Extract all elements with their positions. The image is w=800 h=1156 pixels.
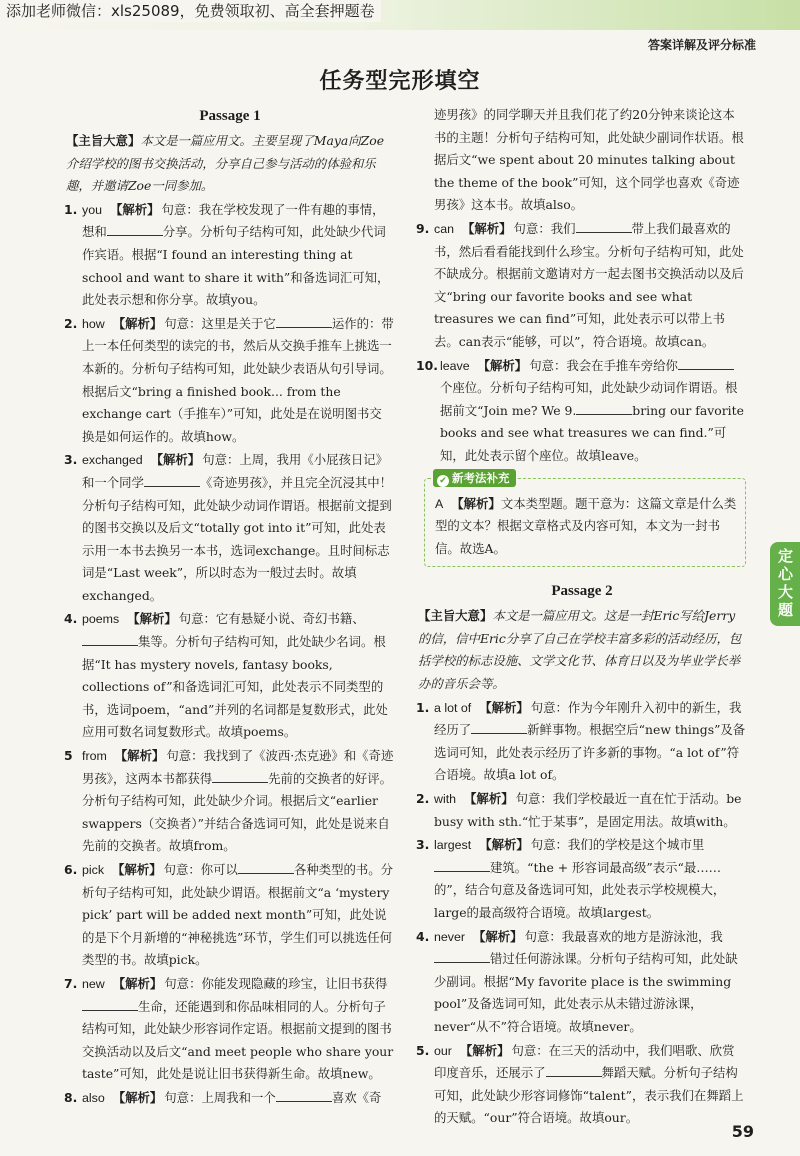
item-number: 10. bbox=[416, 357, 438, 373]
item-tag: 【解析】 bbox=[479, 837, 529, 853]
item-answer: leave bbox=[440, 358, 470, 373]
passage-2-title: Passage 2 bbox=[551, 583, 613, 600]
item-answer: pick bbox=[82, 863, 105, 877]
item-answer: poems bbox=[82, 612, 120, 627]
check-icon: ✔ bbox=[437, 475, 449, 487]
summary-text: 本文是一篇应用文。主要呈现了Maya向Zoe介绍学校的图书交换活动，分享自己参与活动的体验和乐趣，并邀请Zoe一同参加。 bbox=[66, 133, 385, 194]
summary-text: 本文是一篇应用文。这是一封Eric写给Jerry的信，信中Eric分享了自己在学校丰富多彩的活动经历，包括学校的标志设施、文学文化节、体育日以及为毕业学长举办的音乐会等。 bbox=[418, 608, 742, 692]
item-text: 带上我们最喜欢的书，然后看看能找到什么珍宝。分析句子结构可知，此处不缺成分。根据前文邀请对方一起去图书交换活动以及后文“bring our favorite books and see what treasures we can find”可知，此处表示可以带上书去。can表示“能够，可以”，符合语境。故填can。 bbox=[434, 220, 744, 349]
item-text: 各种类型的书。分析句子结构可知，此处缺少谓语。根据前文“a ‘mystery pick’ part will be added next month”可知，此处说的是下个月新增的“神秘挑选”环节，学生们可以挑选任何类型的书。故填pick。 bbox=[82, 862, 394, 968]
p1-item-7 bbox=[66, 973, 394, 1086]
header-label: 答案详解及评分标准 bbox=[647, 38, 756, 52]
item-answer: with bbox=[434, 792, 457, 807]
left-column bbox=[66, 104, 394, 1110]
p2-item-1 bbox=[418, 697, 746, 787]
item-number: 3. bbox=[416, 837, 430, 853]
watermark: 添加老师微信：xls25089，免费领取初、高全套押题卷 bbox=[0, 0, 381, 22]
blank-line bbox=[82, 996, 138, 1011]
item-text: 生命，还能遇到和你品味相同的人。分析句子结构可知，此处缺少形容词作定语。根据前文提到的图书交换活动以及后文“and meet people who share your taste”可知，此处是说让旧书获得新生命。故填new。 bbox=[82, 998, 394, 1082]
passage-1-summary bbox=[66, 130, 394, 198]
item-text: 建筑。“the + 形容词最高级”表示“最……的”，结合句意及备选词可知，此处表示学校规模大，large的最高级符合语境。故填largest。 bbox=[434, 859, 726, 920]
item-text: 句意：我在学校发现了一件有趣的事情，想和 bbox=[82, 201, 385, 240]
item-text: 集等。分析句子结构可知，此处缺少名词。根据“It has mystery novels, fantasy books, collections of”和备选词汇可知，此处表示不同类型的书，选词poem，“and”并列的名词都是复数形式，此处应用可数名词复数形式。故填poems。 bbox=[82, 634, 388, 740]
blank-line bbox=[276, 1087, 332, 1102]
p1-item-2 bbox=[66, 313, 394, 449]
item-text: 《奇迹男孩》，并且完全沉浸其中！分析句子结构可知，此处缺少动词作谓语。根据前文提到的图书交换以及后文“totally got into it”可知，此处表示用一本书去换另一本书，选词exchange。且时间标志词是“Last week”，所以时态为一般过去时。故填exchanged。 bbox=[82, 474, 393, 603]
p1-item-1 bbox=[66, 199, 394, 312]
item-text: 句意：作为今年刚升入初中的新生，我经历了 bbox=[434, 699, 742, 738]
item-answer: a lot of bbox=[434, 700, 472, 715]
item-tag: 【解析】 bbox=[112, 315, 163, 331]
item-text: 句意：我最喜欢的地方是游泳池，我 bbox=[524, 928, 723, 944]
blank-line bbox=[144, 472, 200, 487]
p1-item-6 bbox=[66, 859, 394, 972]
item-tag: 【解析】 bbox=[127, 611, 177, 627]
blank-line bbox=[107, 221, 163, 236]
item-text: 句意：我们学校最近一直在忙于活动。be busy with sth.“忙于某事”，是固定用法。故填with。 bbox=[434, 791, 742, 829]
p1-item-8 bbox=[66, 1087, 394, 1110]
p1-item-5 bbox=[66, 745, 394, 858]
item-text: 句意：上周我和一个 bbox=[164, 1089, 276, 1105]
item-answer: largest bbox=[434, 838, 472, 853]
summary-tag: 【主旨大意】 bbox=[66, 133, 141, 148]
item-answer: from bbox=[82, 749, 107, 764]
item-answer: also bbox=[82, 1090, 105, 1105]
blank-line bbox=[82, 631, 138, 646]
item-tag: 【解析】 bbox=[459, 1042, 510, 1058]
blank-line bbox=[546, 1062, 602, 1077]
item-number: 2. bbox=[416, 791, 430, 807]
page-title: 任务型完形填空 bbox=[319, 69, 481, 94]
item-tag: 【解析】 bbox=[112, 1089, 163, 1105]
item-text: 句意：我找到了《波西·杰克逊》和《奇迹男孩》，这两本书都获得 bbox=[82, 748, 394, 786]
item-tag: 【解析】 bbox=[112, 862, 162, 877]
item-text: 句意：在三天的活动中，我们唱歌、欣赏印度音乐，还展示了 bbox=[434, 1042, 735, 1081]
p1-item-8-continuation: 迹男孩》的同学聊天并且我们花了约20分钟来谈论这本书的主题！分析句子结构可知，此处缺少副词作状语。根据后文“we spent about 20 minutes talking about the theme of the book”可知，这个同学也喜欢《奇迹男孩》这本书。故填also。 bbox=[434, 107, 744, 213]
item-number: 2. bbox=[64, 315, 78, 331]
supplement-text: 文本类型题。题干意为：这篇文章是什么类型的文本？根据文章格式及内容可知，本文为一封书信。故选A。 bbox=[435, 495, 737, 556]
item-number: 1. bbox=[64, 201, 78, 217]
blank-line bbox=[238, 859, 294, 874]
p2-item-4 bbox=[418, 926, 746, 1039]
item-text: 句意：我们 bbox=[513, 220, 576, 236]
p1-item-10 bbox=[418, 355, 746, 468]
supplement-answer: A bbox=[435, 496, 444, 511]
supplement-box bbox=[424, 470, 746, 568]
item-text: 错过任何游泳课。分析句子结构可知，此处缺少副词。根据“My favorite place is the swimming pool”及备选词可知，此处表示从未错过游泳课，never“从不”符合语境。故填never。 bbox=[434, 951, 738, 1034]
item-number: 4. bbox=[416, 928, 430, 944]
item-answer: exchanged bbox=[82, 453, 143, 468]
passage-2-summary bbox=[418, 605, 746, 695]
item-text: bring our favorite books and see what treasures we can find.”可知，此处表示留个座位。故填leave。 bbox=[440, 402, 744, 463]
right-column bbox=[418, 104, 746, 1130]
p2-item-3 bbox=[418, 834, 746, 924]
item-tag: 【解析】 bbox=[479, 699, 529, 715]
item-number: 6. bbox=[64, 862, 78, 877]
item-number: 9. bbox=[416, 220, 430, 236]
item-answer: new bbox=[82, 976, 105, 991]
item-text: 句意：你可以 bbox=[163, 862, 238, 877]
item-tag: 【解析】 bbox=[461, 220, 512, 236]
item-number: 5 bbox=[64, 748, 73, 764]
p1-item-9 bbox=[418, 218, 746, 354]
item-text: 句意：你能发现隐藏的珍宝，让旧书获得 bbox=[164, 975, 388, 991]
section-side-tab: 定心大题 bbox=[770, 542, 800, 626]
blank-line bbox=[471, 719, 527, 734]
item-text: 新鲜事物。根据空后“new things”及备选词可知，此处表示经历了许多新的事物。“a lot of”符合语境。故填a lot of。 bbox=[434, 722, 746, 783]
item-number: 7. bbox=[64, 975, 78, 991]
item-text: 句意：上周，我用《小屁孩日记》和一个同学 bbox=[82, 452, 389, 490]
supplement-badge-label: 新考法补充 bbox=[452, 470, 510, 485]
item-text: 句意：它有悬疑小说、奇幻书籍、 bbox=[178, 611, 365, 627]
passage-1-title: Passage 1 bbox=[199, 108, 261, 124]
item-text: 句意：我会在手推车旁给你 bbox=[529, 357, 678, 373]
blank-line bbox=[678, 355, 734, 370]
blank-line bbox=[434, 857, 490, 872]
item-text: 舞蹈天赋。分析句子结构可知，此处缺少形容词修饰“talent”，表示我们在舞蹈上的天赋。“our”符合语境。故填our。 bbox=[434, 1065, 744, 1126]
item-text: 喜欢《奇 bbox=[331, 1089, 382, 1105]
item-text: 句意：这里是关于它 bbox=[164, 315, 276, 331]
blank-line bbox=[434, 948, 490, 963]
supplement-badge bbox=[433, 469, 516, 487]
item-number: 4. bbox=[64, 611, 78, 627]
item-tag: 【解析】 bbox=[464, 791, 514, 807]
item-number: 8. bbox=[64, 1089, 78, 1105]
blank-line bbox=[576, 400, 632, 415]
item-tag: 【解析】 bbox=[473, 928, 523, 944]
p1-item-4 bbox=[66, 608, 394, 744]
p2-item-2 bbox=[418, 788, 746, 833]
item-answer: how bbox=[82, 316, 105, 331]
item-number: 1. bbox=[416, 699, 430, 715]
item-text: 先前的交换者的好评。分析句子结构可知，此处缺少介词。根据后文“earlier swappers（交换者）”并结合备选词可知，此处是说来自先前的交换者。故填from。 bbox=[82, 770, 393, 854]
item-number: 5. bbox=[416, 1042, 430, 1058]
blank-line bbox=[576, 218, 632, 233]
item-text: 句意：我们的学校是这个城市里 bbox=[530, 837, 705, 853]
item-tag: 【解析】 bbox=[114, 748, 165, 764]
item-answer: never bbox=[434, 929, 465, 944]
p2-item-5 bbox=[418, 1040, 746, 1130]
summary-tag: 【主旨大意】 bbox=[418, 608, 493, 624]
page-number: 59 bbox=[731, 1122, 754, 1141]
item-number: 3. bbox=[64, 452, 78, 468]
item-text: 分享。分析句子结构可知，此处缺少代词作宾语。根据“I found an interesting thing at school and want to share it with”和备选词汇可知，此处表示想和你分享。故填you。 bbox=[82, 224, 390, 308]
item-tag: 【解析】 bbox=[109, 201, 160, 217]
item-tag: 【解析】 bbox=[150, 452, 201, 468]
item-text: 运作的：带上一本任何类型的读完的书，然后从交换手推车上挑选一本新的。分析句子结构可知，此处缺少表语从句引导词。根据后文“bring a finished book... from the exchange cart（手推车）”可知，此处是在说明图书交换是如何运作的。故填how。 bbox=[82, 315, 394, 444]
blank-line bbox=[276, 313, 332, 328]
p1-item-3 bbox=[66, 449, 394, 607]
item-answer: our bbox=[434, 1043, 452, 1058]
blank-line bbox=[212, 768, 268, 783]
item-text: 个座位。分析句子结构可知，此处缺少动词作谓语。根据前文“Join me? We 9. bbox=[440, 380, 738, 418]
supplement-tag: 【解析】 bbox=[451, 495, 501, 511]
item-tag: 【解析】 bbox=[112, 975, 163, 991]
item-tag: 【解析】 bbox=[477, 357, 528, 373]
item-answer: can bbox=[434, 221, 454, 236]
item-answer: you bbox=[82, 202, 102, 217]
